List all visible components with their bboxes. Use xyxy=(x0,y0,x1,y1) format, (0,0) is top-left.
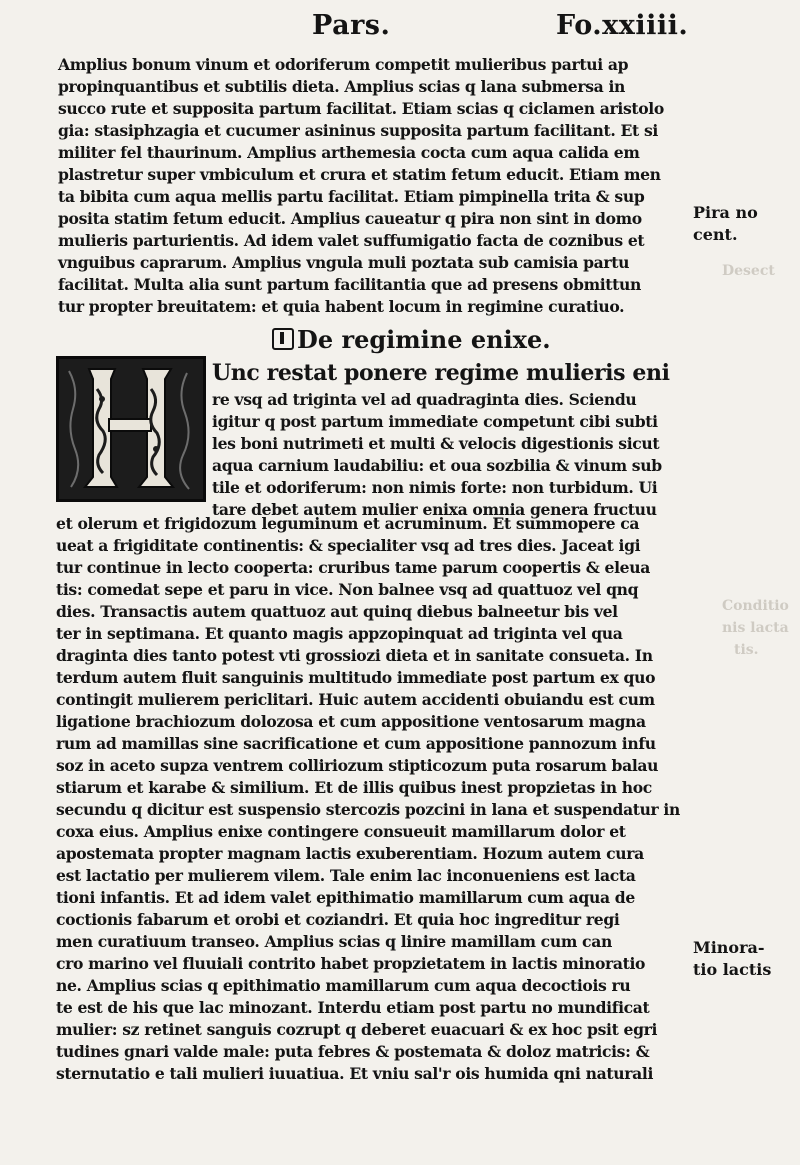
bleed-through-note: tis. xyxy=(734,642,759,658)
margin-note-line: cent. xyxy=(693,225,738,244)
text-line: gia: stasiphzagia et cucumer asininus supposita partum facilitant. Et si xyxy=(58,121,658,140)
text-line: ueat a frigiditate continentis: & specialiter vsq ad tres dies. Jaceat igi xyxy=(56,536,641,555)
text-line: posita statim fetum educit. Amplius caueatur q pira non sint in domo xyxy=(58,209,642,228)
text-line: militer fel thaurinum. Amplius arthemesia cocta cum aqua calida em xyxy=(58,143,640,162)
text-line: aqua carnium laudabiliu: et oua sozbilia & vinum sub xyxy=(212,456,662,475)
text-line: stiarum et karabe & similium. Et de illis quibus inest propzietas in hoc xyxy=(56,778,652,797)
text-line: tioni infantis. Et ad idem valet epithimatio mamillarum cum aqua de xyxy=(56,888,635,907)
bleed-through-note: Conditio xyxy=(722,598,789,614)
text-line: ta bibita cum aqua mellis partu facilitat. Etiam pimpinella trita & sup xyxy=(58,187,645,206)
text-line: apostemata propter magnam lactis exuberentiam. Hozum autem cura xyxy=(56,844,644,863)
bleed-through-note: nis lacta xyxy=(722,620,789,636)
text-line: sternutatio e tali mulieri iuuatiua. Et vniu sal'r ois humida qni naturali xyxy=(56,1064,654,1083)
text-line: tile et odoriferum: non nimis forte: non turbidum. Ui xyxy=(212,478,658,497)
text-line: coxa eius. Amplius enixe contingere consueuit mamillarum dolor et xyxy=(56,822,626,841)
text-line: rum ad mamillas sine sacrificatione et cum appositione pannozum infu xyxy=(56,734,656,753)
text-line: contingit mulierem periclitari. Huic autem accidenti obuiandu est cum xyxy=(56,690,655,709)
text-line: tis: comedat sepe et paru in vice. Non balnee vsq ad quattuoz vel qnq xyxy=(56,580,639,599)
text-line: mulieris parturientis. Ad idem valet suffumigatio facta de coznibus et xyxy=(58,231,645,250)
text-line: igitur q post partum immediate competunt cibi subti xyxy=(212,412,658,431)
text-line: tur continue in lecto cooperta: cruribus tame parum coopertis & eleua xyxy=(56,558,650,577)
text-line: facilitat. Multa alia sunt partum facilitantia que ad presens obmittun xyxy=(58,275,641,294)
margin-note-minoratio xyxy=(693,937,771,981)
text-line: tare debet autem mulier enixa omnia genera fructuu xyxy=(212,500,657,519)
margin-note-pira xyxy=(693,202,758,246)
margin-note-line: Pira no xyxy=(693,203,758,222)
text-line: soz in aceto supza ventrem colliriozum stipticozum puta rosarum balau xyxy=(56,756,659,775)
text-line: re vsq ad triginta vel ad quadraginta dies. Sciendu xyxy=(212,390,637,409)
text-line: vnguibus caprarum. Amplius vngula muli poztata sub camisia partu xyxy=(58,253,630,272)
text-line: secundu q dicitur est suspensio stercozis pozcini in lana et suspendatur in xyxy=(56,800,680,819)
text-line: est lactatio per mulierem vilem. Tale enim lac inconueniens est lacta xyxy=(56,866,636,885)
text-line: mulier: sz retinet sanguis cozrupt q deberet euacuari & ex hoc psit egri xyxy=(56,1020,658,1039)
text-line: plastretur super vmbiculum et crura et statim fetum educit. Etiam men xyxy=(58,165,661,184)
text-line: les boni nutrimeti et multi & velocis digestionis sicut xyxy=(212,434,660,453)
margin-note-line: tio lactis xyxy=(693,960,772,979)
text-line: succo rute et supposita partum facilitat. Etiam scias q ciclamen aristolo xyxy=(58,99,664,118)
section-heading xyxy=(272,325,551,354)
text-line: cro marino vel fluuiali contrito habet propzietatem in lactis minoratio xyxy=(56,954,646,973)
text-line: draginta dies tanto potest vti grossiozi dieta et in sanitate consueta. In xyxy=(56,646,653,665)
text-line: propinquantibus et subtilis dieta. Amplius scias q lana submersa in xyxy=(58,77,626,96)
text-line: Amplius bonum vinum et odoriferum competit mulieribus partui ap xyxy=(58,55,629,74)
decorated-initial-h-icon xyxy=(56,356,206,502)
text-line: men curatiuum transeo. Amplius scias q linire mamillam cum can xyxy=(56,932,612,951)
section-heading-text: De regimine enixe. xyxy=(297,325,551,354)
text-line: tur propter breuitatem: et quia habent locum in regimine curatiuo. xyxy=(58,297,625,316)
text-line: terdum autem fluit sanguinis multitudo immediate post partum ex quo xyxy=(56,668,656,687)
folio-number: Fo.xxiiii. xyxy=(556,10,689,41)
text-line: ter in septimana. Et quanto magis appzopinquat ad triginta vel qua xyxy=(56,624,623,643)
text-line: ligatione brachiozum dolozosa et cum appositione ventosarum magna xyxy=(56,712,646,731)
margin-note-line: Minora- xyxy=(693,938,765,957)
paragraph-mark-icon xyxy=(272,328,294,350)
text-line: dies. Transactis autem quattuoz aut quinq diebus balneetur bis vel xyxy=(56,602,618,621)
running-head-pars: Pars. xyxy=(312,10,391,41)
text-line: et olerum et frigidozum leguminum et acruminum. Et summopere ca xyxy=(56,514,640,533)
bleed-through-note: Desect xyxy=(722,263,775,279)
text-line: ne. Amplius scias q epithimatio mamillarum cum aqua decoctiois ru xyxy=(56,976,631,995)
text-line: tudines gnari valde male: puta febres & postemata & doloz matricis: & xyxy=(56,1042,650,1061)
lead-line: Unc restat ponere regime mulieris eni xyxy=(212,360,670,386)
text-line: te est de his que lac minozant. Interdu etiam post partu no mundificat xyxy=(56,998,650,1017)
text-line: coctionis fabarum et orobi et coziandri. Et quia hoc ingreditur regi xyxy=(56,910,620,929)
